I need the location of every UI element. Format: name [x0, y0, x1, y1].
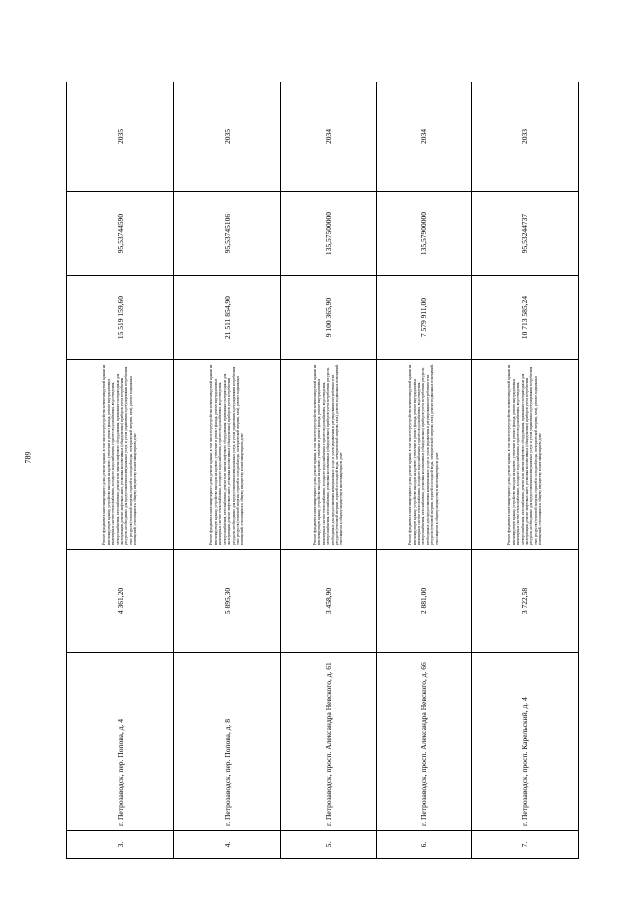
address-cell: г. Петрозаводск, просп. Карельский, д. 4: [471, 653, 578, 831]
table-row: [376, 82, 471, 859]
works-cell: Ремонт фундамента многоквартирного дома, ремонт крыши, в том числе переустройство невентилируемой крыши на вентилируемую крышу, устройство выходов на кровлю, утепление и ремонт фасада, ремонт внутридомовых инженерных систем теплоснабжения, холодного водоснабжения, горячего водоснабжения, водоотведения, электроснабжения, газоснабжения, ремонт или замена лифтового оборудования, признанного непригодным для эксплуатации, ремонт лифтовых шахт, установка коллективных (общедомовых) приборов учета потребления ресурсов, необходимых для предоставления коммунальных услуг, и узлов управления и регулирования потребления этих ресурсов (тепловой энергии, горячей и холодной воды, электрической энергии, газа), ремонт подвальных помещений, относящихся к общему имуществу в многоквартирном доме: [67, 360, 174, 550]
cost-cell: 21 511 854,90: [174, 276, 281, 360]
table-row: [67, 82, 174, 859]
unit-cost-cell: 135,57900000: [376, 192, 471, 276]
works-cell: Ремонт фундамента многоквартирного дома, ремонт крыши, в том числе переустройство невентилируемой крыши на вентилируемую крышу, устройство выходов на кровлю, утепление и ремонт фасада, ремонт внутридомовых инженерных систем теплоснабжения, холодного водоснабжения, горячего водоснабжения, водоотведения, электроснабжения, газоснабжения, ремонт или замена лифтового оборудования, признанного непригодным для эксплуатации, ремонт лифтовых шахт, установка коллективных (общедомовых) приборов учета потребления ресурсов, необходимых для предоставления коммунальных услуг, и узлов управления и регулирования потребления этих ресурсов (тепловой энергии, горячей и холодной воды, электрической энергии, газа), ремонт подвальных помещений, относящихся к общему имуществу в многоквартирном доме: [174, 360, 281, 550]
year-cell: 2033: [471, 82, 578, 192]
unit-cost-cell: 95,53744590: [67, 192, 174, 276]
works-cell: Ремонт фундамента многоквартирного дома, ремонт крыши, в том числе переустройство невентилируемой крыши на вентилируемую крышу, устройство выходов на кровлю, утепление и ремонт фасада, ремонт внутридомовых инженерных систем теплоснабжения, холодного водоснабжения, горячего водоснабжения, водоотведения, электроснабжения, газоснабжения, установка коллективных (общедомовых) приборов учета потребления ресурсов, необходимых для предоставления коммунальных услуг, и узлов управления и регулирования потребления этих ресурсов (тепловой энергии, горячей и холодной воды, электрической энергии, газа), ремонт подвальных помещений, относящихся к общему имуществу в многоквартирном доме: [376, 360, 471, 550]
cost-cell: 10 713 585,24: [471, 276, 578, 360]
address-cell: г. Петрозаводск, просп. Александра Невского, д. 61: [281, 653, 376, 831]
address-cell: г. Петрозаводск, просп. Александра Невского, д. 66: [376, 653, 471, 831]
row-number: 6.: [376, 831, 471, 859]
table-row: [281, 82, 376, 859]
table-row: [471, 82, 578, 859]
row-number: 4.: [174, 831, 281, 859]
address-cell: г. Петрозаводск, пер. Попова, д. 4: [67, 653, 174, 831]
unit-cost-cell: 95,53244737: [471, 192, 578, 276]
year-cell: 2035: [174, 82, 281, 192]
rotated-table-wrapper: [66, 82, 579, 859]
area-cell: 3 458,90: [281, 550, 376, 653]
works-cell: Ремонт фундамента многоквартирного дома, ремонт крыши, в том числе переустройство невентилируемой крыши на вентилируемую крышу, устройство выходов на кровлю, утепление и ремонт фасада, ремонт внутридомовых инженерных систем теплоснабжения, холодного водоснабжения, горячего водоснабжения, водоотведения, электроснабжения, газоснабжения, установка коллективных (общедомовых) приборов учета потребления ресурсов, необходимых для предоставления коммунальных услуг, и узлов управления и регулирования потребления этих ресурсов (тепловой энергии, горячей и холодной воды, электрической энергии, газа), ремонт подвальных помещений, относящихся к общему имуществу в многоквартирном доме: [281, 360, 376, 550]
area-cell: 3 722,58: [471, 550, 578, 653]
year-cell: 2034: [281, 82, 376, 192]
table-row: [174, 82, 281, 859]
row-number: 5.: [281, 831, 376, 859]
row-number: 7.: [471, 831, 578, 859]
year-cell: 2034: [376, 82, 471, 192]
cost-cell: 7 579 911,00: [376, 276, 471, 360]
page-number: 789: [23, 451, 33, 464]
works-cell: Ремонт фундамента многоквартирного дома, ремонт крыши, в том числе переустройство невентилируемой крыши на вентилируемую крышу, устройство выходов на кровлю, утепление и ремонт фасада, ремонт внутридомовых инженерных систем теплоснабжения, холодного водоснабжения, горячего водоснабжения, водоотведения, электроснабжения, газоснабжения, ремонт или замена лифтового оборудования, признанного непригодным для эксплуатации, ремонт лифтовых шахт, установка коллективных (общедомовых) приборов учета потребления ресурсов, необходимых для предоставления коммунальных услуг, и узлов управления и регулирования потребления этих ресурсов (тепловой энергии, горячей и холодной воды, электрической энергии, газа), ремонт подвальных помещений, относящихся к общему имуществу в многоквартирном доме: [471, 360, 578, 550]
area-cell: 4 361,20: [67, 550, 174, 653]
cost-cell: 15 519 159,60: [67, 276, 174, 360]
area-cell: 5 895,30: [174, 550, 281, 653]
address-cell: г. Петрозаводск, пер. Попова, д. 8: [174, 653, 281, 831]
row-number: 3.: [67, 831, 174, 859]
cost-cell: 9 100 365,90: [281, 276, 376, 360]
unit-cost-cell: 95,53745106: [174, 192, 281, 276]
capital-repair-table: [66, 82, 579, 859]
area-cell: 2 881,00: [376, 550, 471, 653]
year-cell: 2035: [67, 82, 174, 192]
rotated-table-inner: [66, 82, 579, 859]
unit-cost-cell: 135,57500000: [281, 192, 376, 276]
